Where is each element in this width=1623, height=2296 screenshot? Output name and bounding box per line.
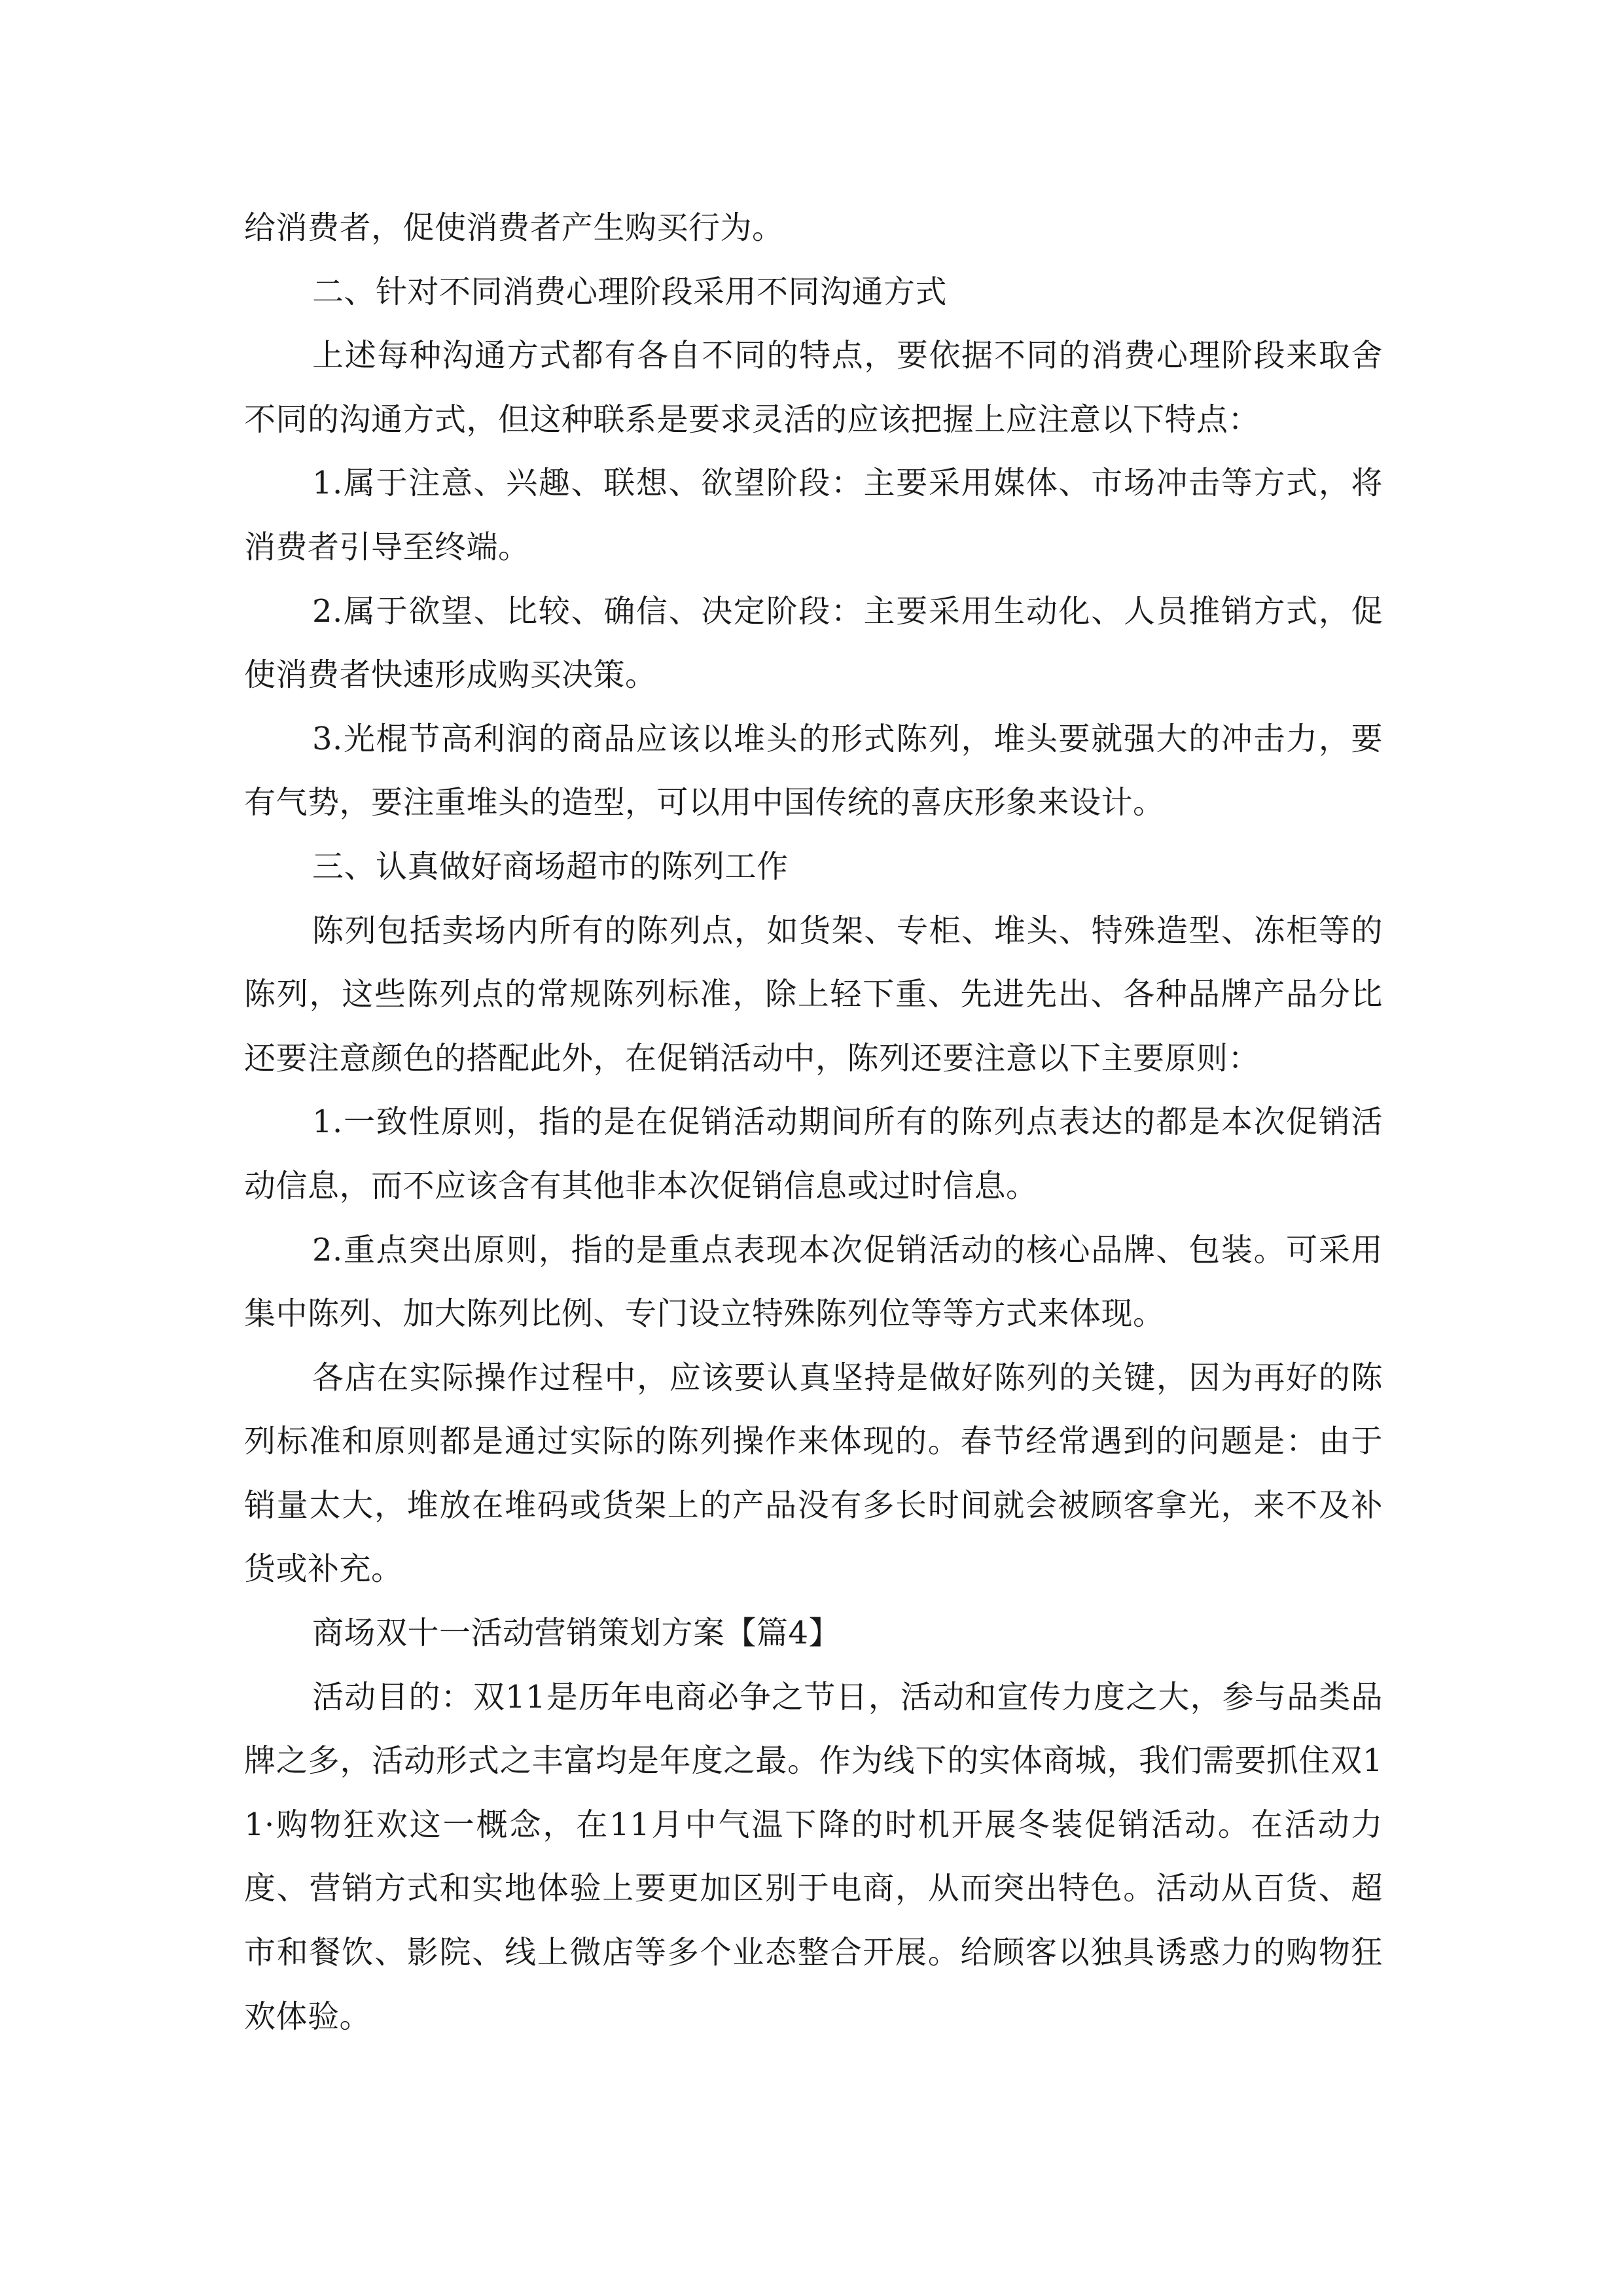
list-item: 2.属于欲望、比较、确信、决定阶段：主要采用生动化、人员推销方式，促使消费者快速形成购买决策。 xyxy=(244,592,1383,694)
section-heading-3: 三、认真做好商场超市的陈列工作 xyxy=(312,848,789,885)
list-item: 1.属于注意、兴趣、联想、欲望阶段：主要采用媒体、市场冲击等方式，将消费者引导至终端。 xyxy=(244,465,1383,565)
paragraph: 活动目的：双11是历年电商必争之节日，活动和宣传力度之大，参与品类品牌之多，活动形式之丰富均是年度之最。作为线下的实体商城，我们需要抓住双11·购物狂欢这一概念，在11月中气温下降的时机开展冬装促销活动。在活动力度、营销方式和实地体验上要更加区别于电商，从而突出特色。活动从百货、超市和餐饮、影院、线上微店等多个业态整合开展。给顾客以独具诱惑力的购物狂欢体验。 xyxy=(244,1678,1383,2035)
list-item: 2.重点突出原则，指的是重点表现本次促销活动的核心品牌、包装。可采用集中陈列、加大陈列比例、专门设立特殊陈列位等等方式来体现。 xyxy=(244,1231,1383,1333)
document-body xyxy=(244,196,1383,2049)
section-heading-2: 二、针对不同消费心理阶段采用不同沟通方式 xyxy=(312,273,948,310)
paragraph: 陈列包括卖场内所有的陈列点，如货架、专柜、堆头、特殊造型、冻柜等的陈列，这些陈列点的常规陈列标准，除上轻下重、先进先出、各种品牌产品分比还要注意颜色的搭配此外，在促销活动中，陈列还要注意以下主要原则： xyxy=(244,912,1383,1077)
paragraph: 各店在实际操作过程中，应该要认真坚持是做好陈列的关键，因为再好的陈列标准和原则都是通过实际的陈列操作来体现的。春节经常遇到的问题是：由于销量太大，堆放在堆码或货架上的产品没有多长时间就会被顾客拿光，来不及补货或补充。 xyxy=(244,1359,1383,1588)
paragraph-continuation: 给消费者，促使消费者产生购买行为。 xyxy=(244,209,784,246)
paragraph: 上述每种沟通方式都有各自不同的特点，要依据不同的消费心理阶段来取舍不同的沟通方式，但这种联系是要求灵活的应该把握上应注意以下特点： xyxy=(244,337,1383,438)
list-item: 1.一致性原则，指的是在促销活动期间所有的陈列点表达的都是本次促销活动信息，而不应该含有其他非本次促销信息或过时信息。 xyxy=(244,1103,1383,1204)
chapter-title: 商场双十一活动营销策划方案【篇4】 xyxy=(312,1615,841,1652)
list-item: 3.光棍节高利润的商品应该以堆头的形式陈列，堆头要就强大的冲击力，要有气势，要注重堆头的造型，可以用中国传统的喜庆形象来设计。 xyxy=(244,720,1383,821)
